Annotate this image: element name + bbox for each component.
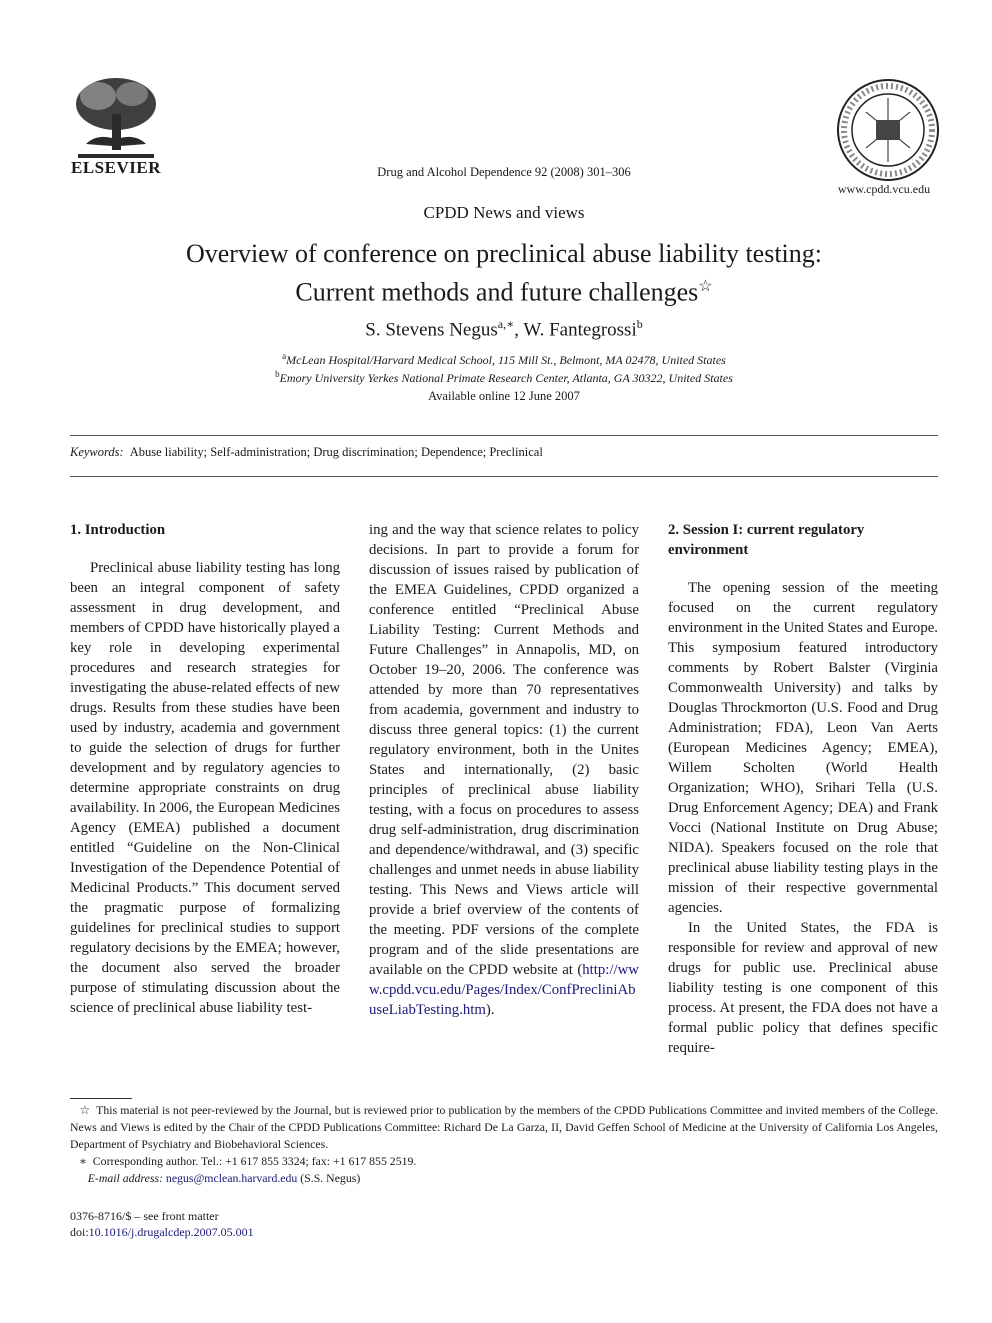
available-online-date: Available online 12 June 2007: [428, 389, 580, 403]
author-list: S. Stevens Negus$^{a,∗}$, W. Fantegrossi$^b$: [365, 317, 643, 341]
author-marks[interactable]: a,∗: [497, 317, 515, 331]
column-3: [668, 520, 938, 1058]
front-matter: [70, 1208, 254, 1240]
paragraph-text: ing and the way that science relates to policy decisions. In part to provide a forum for discussion of issues raised by publication of the EMEA Guidelines, CPDD organized a conference entitled “Preclinical Abuse Liability Testing: Current Methods and Future Challenges” in Annapolis, MD, on October 19–20, 2006. The conference was attended by more than 70 representatives from academia, government and industry to discuss three general topics: (1) the current regulatory environment, both in the Unites States and internationally, (2) basic principles of preclinical abuse liability testing, with a focus on procedures to assess drug self-administration, drug discrimination and dependence/withdrawal, and (3) specific challenges and unmet needs in abuse liability testing. This News and Views article will provide a brief overview of the contents of the meeting. PDF versions of the complete program and of the slide presentations are available on the CPDD website at (: [369, 522, 639, 978]
paragraph-text: ).: [485, 1002, 495, 1018]
footnote-star: [70, 1102, 938, 1153]
publisher-name: ELSEVIER: [71, 158, 161, 177]
email-link[interactable]: negus@mclean.harvard.edu: [165, 1171, 298, 1185]
doi-link[interactable]: 10.1016/j.drugalcdep.2007.05.001: [88, 1225, 254, 1239]
affiliation-mark: a: [282, 351, 287, 361]
divider: [70, 476, 938, 477]
divider: [70, 435, 938, 436]
affiliation: [0, 369, 992, 386]
email-label: E-mail address:: [87, 1171, 163, 1185]
affiliation-mark: b: [275, 369, 280, 379]
section-heading-session-1: 2. Session I: current regulatory environment: [668, 522, 865, 558]
paragraph: [369, 520, 639, 1020]
footnotes: [70, 1102, 938, 1187]
issn: 0376-8716/$ – see front matter: [70, 1209, 219, 1223]
footnote-text: Corresponding author. Tel.: +1 617 855 3324; fax: +1 617 855 2519.: [92, 1154, 417, 1168]
title-line-1: Overview of conference on preclinical abuse liability testing:: [185, 239, 823, 268]
keywords-list: Abuse liability; Self-administration; Drug discrimination; Dependence; Preclinical: [129, 445, 543, 459]
footnote-mark: ☆: [79, 1103, 91, 1117]
column-2: [369, 520, 639, 1020]
title-line-2: Current methods and future challenges: [295, 277, 699, 307]
affiliation: [0, 351, 992, 368]
keywords: [70, 445, 543, 460]
paragraph: In the United States, the FDA is responsible for review and approval of new drugs for public use. Preclinical abuse liability testing is one component of this process. At present, the FDA does not have a formal public policy that defines specific require-: [668, 920, 938, 1056]
author-name: W. Fantegrossi: [523, 319, 637, 341]
title-footnote-mark[interactable]: ☆: [698, 278, 713, 295]
footnote-divider: [70, 1098, 132, 1099]
paragraph: The opening session of the meeting focused on the current regulatory environment in the United States and Europe. This symposium featured introductory comments by Robert Balster (Virginia Commonwealth University) and talks by Douglas Throckmorton (U.S. Food and Drug Administration; FDA), Leon Van Aerts (European Medicines Agency; EMEA), Willem Scholten (World Health Organization; WHO), Srihari Tella (U.S. Drug Enforcement Agency; DEA) and Frank Vocci (National Institute on Drug Abuse; NIDA). Speakers focused on the role that preclinical abuse liability testing plays in the mission of their respective governmental agencies.: [668, 580, 938, 916]
article-title: [100, 237, 908, 309]
email-suffix: (S.S. Negus): [300, 1171, 361, 1185]
cpdd-seal-logo: [836, 78, 940, 182]
footnote-corresponding: [70, 1153, 938, 1170]
affiliation-text: McLean Hospital/Harvard Medical School, 115 Mill St., Belmont, MA 02478, United States: [286, 353, 726, 367]
keywords-label: Keywords:: [70, 445, 124, 459]
paragraph: Preclinical abuse liability testing has long been an integral component of safety assessment in drug development, and members of CPDD have historically played a key role in developing experimental procedures and research strategies for investigating the abuse-related effects of new drugs. Results from these studies have been used by industry, academia and government to guide the selection of drugs for further development and by regulatory agencies to determine appropriate constraints on drug availability. In 2006, the European Medicines Agency (EMEA) published a document entitled “Guideline on the Non-Clinical Investigation of the Dependence Potential of Medicinal Products.” This document served the pragmatic purpose of formalizing guidelines for preclinical studies to support regulatory decisions by the EMEA; however, the document also served the broader purpose of stimulating discussion about the science of preclinical abuse liability test-: [70, 560, 340, 1016]
author-name: S. Stevens Negus: [365, 319, 498, 341]
doi: [70, 1224, 254, 1240]
journal-citation: Drug and Alcohol Dependence 92 (2008) 301–306: [377, 165, 631, 179]
section-label: CPDD News and views: [423, 203, 585, 222]
section-heading-introduction: 1. Introduction: [70, 522, 166, 538]
affiliation-text: Emory University Yerkes National Primate Research Center, Atlanta, GA 30322, United States: [279, 371, 733, 385]
footnote-text: This material is not peer-reviewed by the Journal, but is reviewed prior to publication by the members of the CPDD Publications Committee and invited members of the College. News and Views is edited by the Chair of the CPDD Publications Committee: Richard De La Garza, II, David Geffen School of Medicine at the University of California Los Angeles, Department of Psychiatry and Biobehavioral Sciences.: [70, 1103, 939, 1151]
conference-url-link[interactable]: http://www.cpdd.vcu.edu/Pages/Index/ConfPrecliniAbuseLiabTesting.htm: [369, 962, 639, 1018]
website-url[interactable]: www.cpdd.vcu.edu: [837, 182, 931, 196]
column-1: [70, 520, 340, 1018]
footnote-email: [70, 1170, 938, 1187]
doi-label: doi:: [70, 1225, 89, 1239]
footnote-mark: ∗: [78, 1154, 87, 1168]
author-marks[interactable]: b: [636, 317, 643, 331]
